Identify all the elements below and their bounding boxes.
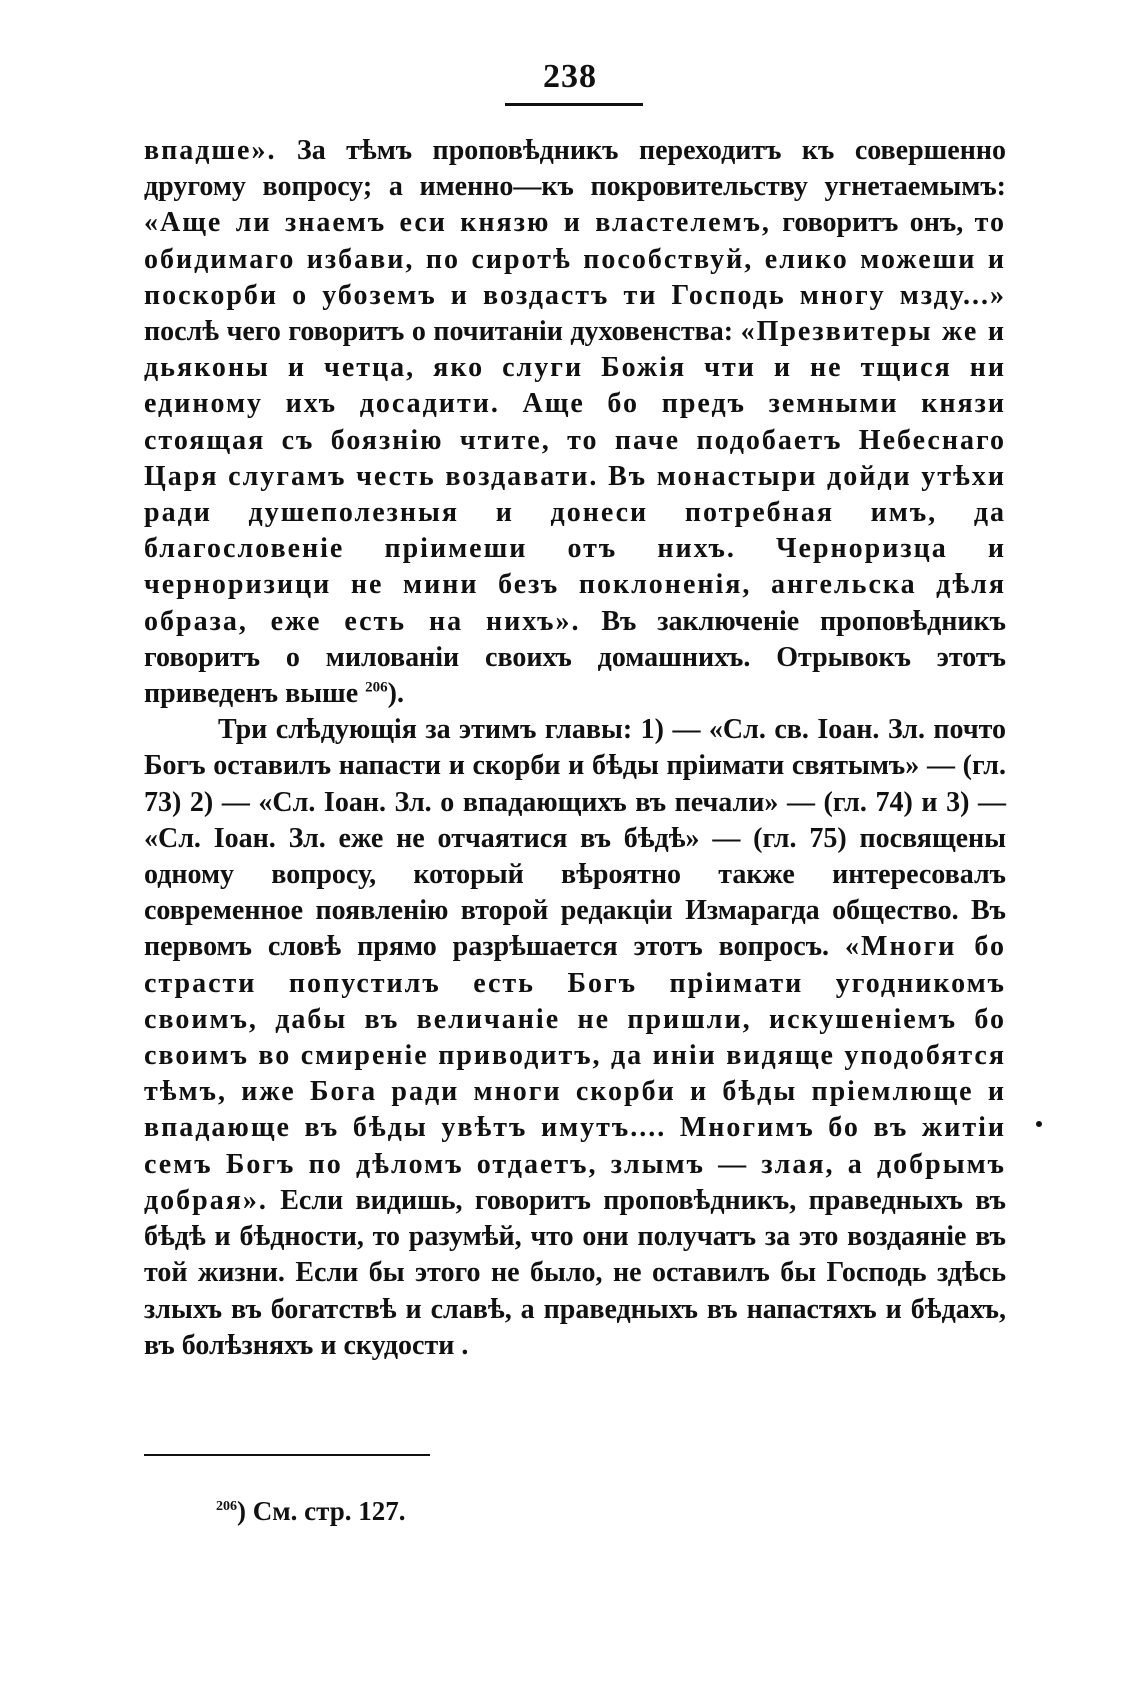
page-number: 238 (543, 58, 597, 95)
paragraph-text: Три слѣдующія за этимъ главы: 1) — «Сл. св. Іоан. Зл. почто Богъ оставилъ напасти и скорби и бѣды пріимати святымъ» — (гл. 73) 2) — «Сл. Іоан. Зл. о впадающихъ въ печали» — (гл. 74) и 3) — «Сл. Іоан. Зл. еже не отчаятися въ бѣдѣ» — (гл. 75) посвящены одному вопросу, который вѣроятно также интересовалъ современное появленію второй редакціи Измарагда общество. Въ первомъ словѣ прямо разрѣшается этотъ вопросъ. (144, 714, 1006, 963)
footnote-reference: 206 (365, 679, 388, 696)
footnote-number: 206 (216, 1499, 237, 1514)
paragraph-text: Въ заключеніе проповѣдникъ говоритъ о милованіи своихъ домашнихъ. Отрывокъ этотъ приведенъ выше (144, 605, 1007, 710)
quotation-text: то обидимаго избави, по сиротѣ пособствуй, елико можеши и поскорби о убоземъ и воздастъ ти Господь многу мзду...» (144, 207, 1007, 311)
quotation-text: «Презвитеры же и дьяконы и четца, яко слуги Божія чти и не тщися ни единому ихъ досадити. Аще бо предъ земными князи стоящая съ боязнію чтите, то паче подобаетъ Небеснаго Царя слугамъ честь воздавати. Въ монастыри дойди утѣхи ради душеполезныя и донеси потребная имъ, да благословеніе пріимеши отъ нихъ. Черноризца и черноризици не мини безъ поклоненія, ангельска дѣля образа, еже есть на нихъ». (144, 316, 1006, 637)
paragraph-text: ). (387, 678, 404, 710)
footnote (216, 1496, 405, 1527)
quotation-text: «Многи бо страсти попустилъ есть Богъ пріимати угодникомъ своимъ, дабы въ величаніе не пришли, искушеніемъ бо своимъ во смиреніе приводитъ, да иніи видяще уподобятся тѣмъ, иже Бога ради многи скорби и бѣды пріемлюще и впадающе въ бѣды увѣтъ имутъ.... Многимъ бо въ житіи семъ Богъ по дѣломъ отдаетъ, злымъ — злая, а добрымъ добрая». (144, 931, 1006, 1216)
footnote-text: ) См. стр. 127. (237, 1496, 406, 1526)
margin-mark (1036, 1121, 1042, 1127)
quotation-text: «Аще ли знаемъ еси князю и властелемъ, (144, 207, 771, 239)
paragraph-2 (144, 712, 1006, 1364)
paragraph-text: За тѣмъ проповѣдникъ переходитъ къ совершенно другому вопросу; а именно—къ покровительству угнетаемымъ: (144, 135, 1006, 203)
paragraph-text: Если видишь, говоритъ проповѣдникъ, праведныхъ въ бѣдѣ и бѣдности, то разумѣй, что они получатъ за это воздаяніе въ той жизни. Если бы этого не было, не оставилъ бы Господь здѣсь злыхъ въ богатствѣ и славѣ, а праведныхъ въ напастяхъ и бѣдахъ, въ болѣзняхъ и скудости . (144, 1184, 1006, 1361)
footnote-rule (144, 1454, 430, 1456)
paragraph-text: говоритъ онъ, (770, 207, 975, 239)
quotation-text: впадше». (144, 135, 277, 166)
paragraph-text: послѣ чего говоритъ о почитаніи духовенства: (144, 316, 741, 348)
body-text (144, 133, 1006, 1364)
paragraph-1 (144, 133, 1006, 712)
page-number-rule (505, 103, 643, 106)
